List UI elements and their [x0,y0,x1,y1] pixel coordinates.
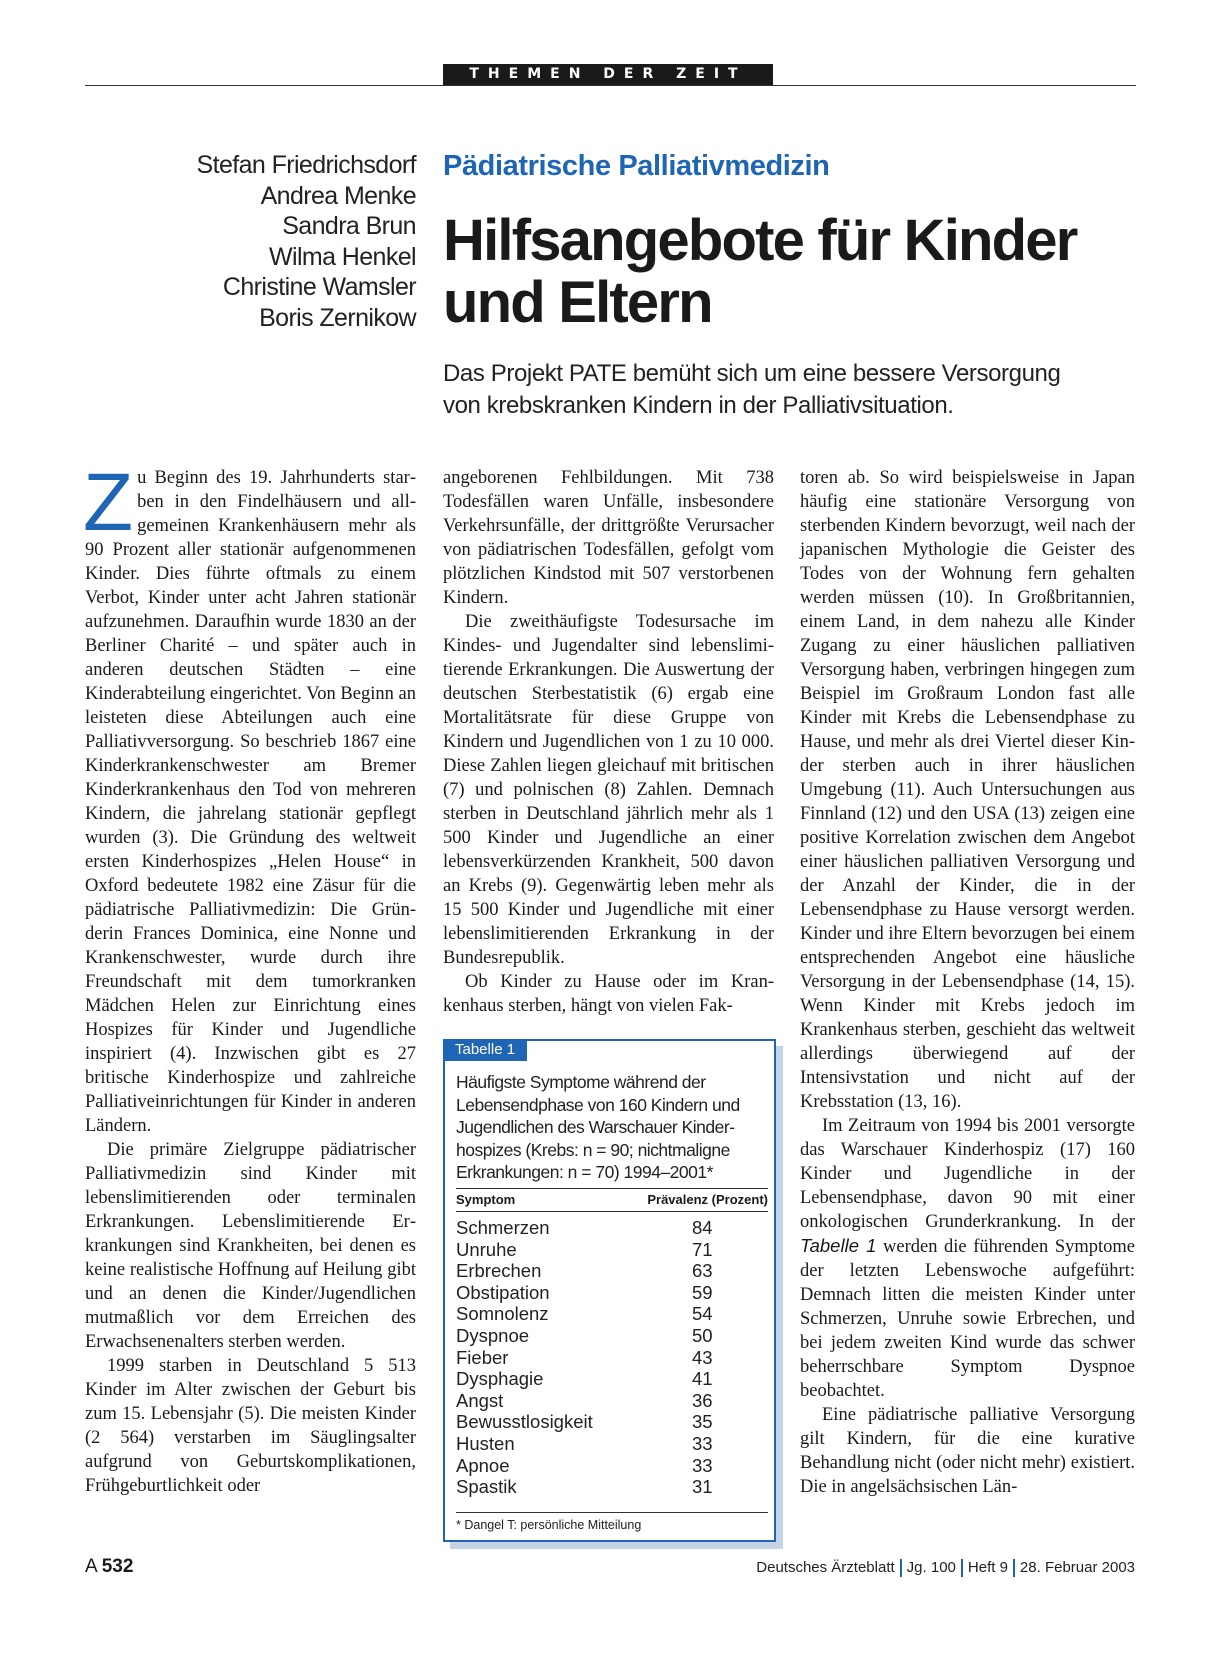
prevalence-cell: 33 [692,1432,713,1454]
table-header [456,1188,768,1212]
table-row [456,1347,768,1369]
symptom-cell: Obstipation [456,1281,550,1303]
paragraph: Die zweithäufigste Todesursache im Kindes- und Jugendalter sind lebenslimitierende Erkrankungen. Die Auswertung der deutschen Sterbestatistik (6) ergab eine Mortalitätsrate für diese Gruppe von Kindern und Jugendlichen von 1 zu 10 000. Diese Zahlen liegen gleichauf mit britischen (7) und polnischen (8) Zahlen. Demnach sterben in Deutschland jährlich mehr als 1 500 Kinder und Jugendliche an einer lebensverkürzenden Krankheit, 500 davon an Krebs (9). Gegenwärtig leben mehr als 15 500 Kinder und Jugendliche mit einer lebenslimitierenden Erkrankung in der Bundesrepublik. [443,612,774,968]
table-row [456,1260,768,1282]
title-line: Hilfsangebote für Kinder [443,208,1077,273]
table-footnote: * Dangel T: persönliche Mitteilung [456,1512,768,1532]
prevalence-cell: 50 [692,1324,713,1346]
paragraph [83,457,416,1138]
table-row [456,1390,768,1412]
table-row [456,1282,768,1304]
symptom-cell: Dyspnoe [456,1324,530,1346]
symptom-cell: Angst [456,1389,504,1411]
author-name: Wilma Henkel [269,242,416,271]
article-title [443,210,1143,334]
table-label: Tabelle 1 [443,1039,527,1061]
paragraph [800,1114,1135,1403]
caption-line: Häufigste Symptome während der [456,1072,706,1092]
table-reference: Tabelle 1 [800,1235,877,1256]
body-column-3 [800,466,1135,1499]
footer-divider [1013,1559,1015,1577]
page-number-value: 532 [101,1556,134,1577]
section-banner: THEMEN DER ZEIT [443,64,773,85]
prevalence-cell: 71 [692,1238,713,1260]
prevalence-cell: 33 [692,1454,713,1476]
drop-cap: Z [83,457,134,548]
column-header-symptom: Symptom [456,1192,516,1207]
article-lede [443,358,1143,422]
symptom-cell: Fieber [456,1346,509,1368]
symptom-cell: Husten [456,1432,515,1454]
prevalence-cell: 63 [692,1260,713,1282]
caption-line: Lebensendphase von 160 Kindern und [456,1094,740,1115]
author-list [150,150,416,333]
journal-name: Deutsches Ärzteblatt [756,1559,895,1576]
table-row [456,1368,768,1390]
symptom-cell: Unruhe [456,1238,517,1260]
prevalence-cell: 31 [692,1476,713,1498]
paragraph: angeborenen Fehlbildungen. Mit 738 Todesfällen waren Unfälle, insbesondere Verkehrsunfälle, der drittgrößte Verursacher von pädiatrischen Todesfällen, gefolgt vom plötzlichen Kindstod mit 507 verstorbenen Kindern. [443,468,774,608]
footer-divider [961,1559,963,1577]
table-row [456,1455,768,1477]
paragraph: Eine pädiatrische palliative Versorgung gilt Kindern, für die eine kurative Behandlung nicht (oder nicht mehr) existiert. Die in angelsächsischen Län- [800,1405,1135,1497]
caption-line: Erkrankungen: n = 70) 1994–2001* [456,1162,713,1182]
table-row [456,1433,768,1455]
page-prefix: A [85,1556,98,1577]
symptom-cell: Erbrechen [456,1260,542,1282]
table-caption [456,1071,768,1184]
paragraph: Die primäre Zielgruppe pädiatrischer Palliativmedizin sind Kinder mit lebenslimitierenden oder terminalen Erkrankungen. Lebenslimitierende Erkrankungen sind Krankheiten, bei denen es keine realistische Hoffnung auf Heilung gibt und an denen die Kinder/Jugendlichen mutmaßlich vor dem Erreichen des Erwachsenenalters sterben werden. [85,1140,416,1352]
lede-line: von krebskranken Kindern in der Palliativsituation. [443,392,954,419]
table-row [456,1411,768,1433]
title-line: und Eltern [443,270,712,335]
lede-line: Das Projekt PATE bemüht sich um eine bessere Versorgung [443,360,1061,387]
table-row [456,1476,768,1498]
table-body [456,1217,768,1498]
author-name: Boris Zernikow [259,303,416,332]
paragraph-text: u Beginn des 19. Jahrhunderts starben in den Findelhäusern und allgemeinen Krankenhäusern mehr als 90 Prozent aller stationär aufgenommenen Kinder. Dies führte oftmals zu einem Verbot, Kinder unter acht Jahren stationär aufzunehmen. Daraufhin wurde 1830 an der Berliner Charité – und später auch in anderen deutschen Städten – eine Kinderabteilung eingerichtet. Von Beginn an leisteten diese Abteilungen auch eine Palliativversorgung. So beschrieb 1867 eine Kinderkrankenschwester am Bremer Kinderkrankenhaus den Tod von mehreren Kindern, die jahrelang stationär gepflegt wurden (3). Die Gründung des weltweit ersten Kinderhospizes „Helen House“ in Oxford bedeutete 1982 eine Zäsur für die pädiatrische Palliativmedizin: Die Gründerin Frances Dominica, eine Nonne und Krankenschwester, wurde durch ihre Freundschaft mit dem tumorkranken Mädchen Helen zur Einrichtung eines Hospizes für Kinder und Jugendliche inspiriert (4). Inzwischen gibt es 27 britische Kinderhospize und zahlreiche Palliativeinrichtungen für Kinder in anderen Ländern. [85,468,416,1136]
prevalence-cell: 59 [692,1281,713,1303]
prevalence-cell: 54 [692,1303,713,1325]
column-header-prevalence: Prävalenz (Prozent) [647,1192,768,1207]
prevalence-cell: 36 [692,1389,713,1411]
body-column-1 [83,457,416,1498]
author-name: Sandra Brun [282,212,416,240]
symptom-table [443,1039,776,1542]
prevalence-cell: 43 [692,1346,713,1368]
prevalence-cell: 35 [692,1411,713,1433]
page-number [85,1556,133,1578]
table-row [456,1239,768,1261]
journal-issue: Heft 9 [967,1559,1008,1576]
symptom-cell: Spastik [456,1476,517,1498]
symptom-cell: Schmerzen [456,1217,550,1238]
paragraph-text: Im Zeitraum von 1994 bis 2001 versorgte das Warschauer Kinderhospiz (17) 160 Kinder und Jugendliche in der Lebensendphase, davon 90 mit einer onkologischen Grunderkrankung. In der [800,1116,1135,1232]
article-kicker: Pädiatrische Palliativmedizin [443,150,830,182]
symptom-cell: Dysphagie [456,1368,544,1390]
prevalence-cell: 41 [692,1368,713,1390]
prevalence-cell: 84 [692,1217,713,1238]
caption-line: hospizes (Krebs: n = 90; nichtmaligne [456,1139,730,1160]
table-row [456,1217,768,1239]
paragraph: Ob Kinder zu Hause oder im Krankenhaus sterben, hängt von vielen Fak- [443,972,774,1016]
paragraph-text: werden die führenden Symptome der letzten Lebenswoche aufgeführt: Demnach litten die meisten Kinder unter Schmerzen, Unruhe sowie Erbrechen, und bei jedem zweiten Kind wurde das schwer beherrschbare Symptom Dyspnoe beobachtet. [800,1237,1135,1401]
table-row [456,1303,768,1325]
caption-line: Jugendlichen des Warschauer Kinder- [456,1117,735,1137]
author-name: Andrea Menke [260,181,416,210]
author-name: Stefan Friedrichsdorf [196,151,416,179]
footer-divider [900,1559,902,1577]
header-rule [85,85,1136,86]
journal-footer [756,1559,1135,1577]
body-column-2 [443,466,774,1018]
journal-date: 28. Februar 2003 [1019,1559,1135,1576]
symptom-cell: Somnolenz [456,1303,549,1325]
journal-volume: Jg. 100 [906,1559,956,1576]
symptom-cell: Apnoe [456,1454,510,1476]
paragraph: toren ab. So wird beispielsweise in Japan häufig eine stationäre Versorgung von sterbenden Kindern bevorzugt, weil nach der japanischen Mythologie die Geister des Todes von der Wohnung fern gehalten werden müssen (10). In Großbritannien, einem Land, in dem nahezu alle Kinder Zugang zu einer häuslichen palliativen Versorgung haben, verbringen hingegen zum Beispiel im Großraum London fast alle Kinder mit Krebs die Lebensendphase zu Hause, und mehr als drei Viertel dieser Kinder sterben auch in ihrer häuslichen Umgebung (11). Auch Untersuchungen aus Finnland (12) und den USA (13) zeigen eine positive Korrelation zwischen dem Angebot einer häuslichen palliativen Versorgung und der Anzahl der Kinder, die in der Lebensendphase zu Hause versorgt werden. Kinder und ihre Eltern bevorzugen bei einem entsprechenden Angebot eine häusliche Versorgung in der Lebensendphase (14, 15). Wenn Kinder mit Krebs jedoch im Krankenhaus sterben, geschieht das weltweit allerdings überwiegend auf der Intensivstation und nicht auf der Krebsstation (13, 16). [800,468,1135,1112]
author-name: Christine Wamsler [222,273,416,301]
paragraph: 1999 starben in Deutschland 5 513 Kinder im Alter zwischen der Geburt bis zum 15. Lebensjahr (5). Die meisten Kinder (2 564) verstarben im Säuglingsalter aufgrund von Geburtskomplikationen, Frühgeburtlichkeit oder [85,1356,416,1496]
symptom-cell: Bewusstlosigkeit [456,1411,593,1433]
table-row [456,1325,768,1347]
